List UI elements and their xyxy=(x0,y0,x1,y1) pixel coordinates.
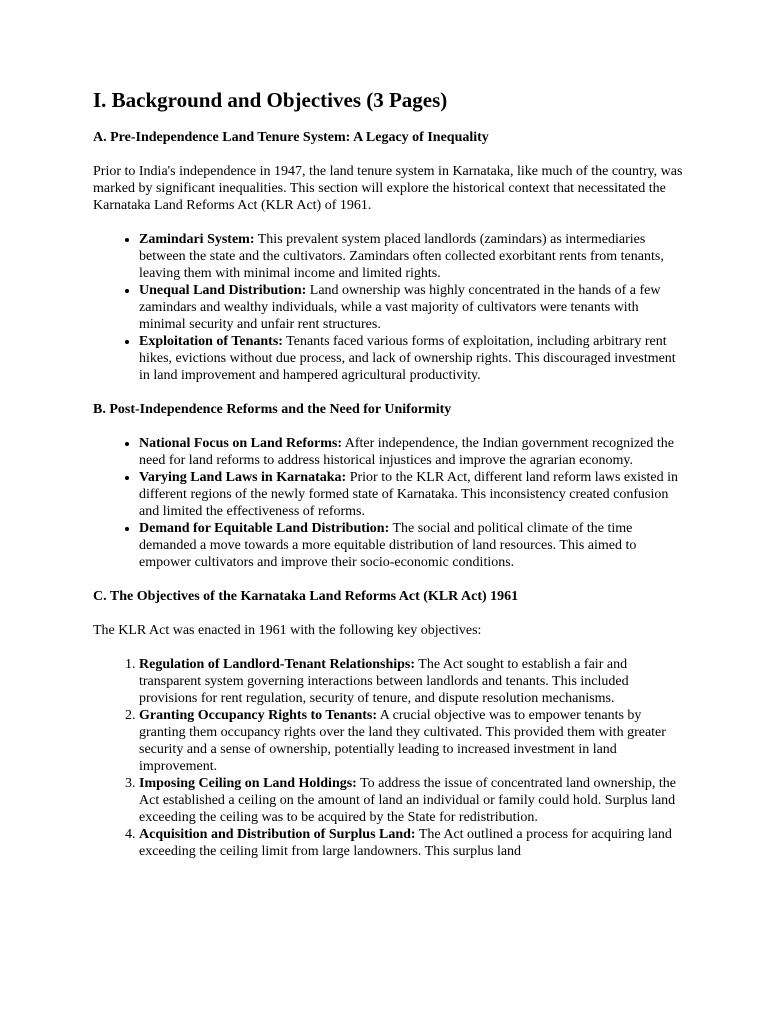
section-c-list xyxy=(93,656,683,860)
list-item xyxy=(139,826,683,860)
list-item-text: A crucial objective was to empower tenants by granting them occupancy rights over the land they cultivated. This provided them with greater security and a sense of ownership, potentially leading to increased investment in land improvement. xyxy=(139,708,666,774)
list-item-term: Exploitation of Tenants: xyxy=(139,334,283,349)
list-item-text: After independence, the Indian government recognized the need for land reforms to address historical injustices and improve the agrarian economy. xyxy=(139,436,674,468)
section-b-list xyxy=(93,435,683,571)
list-item xyxy=(139,231,683,282)
section-b-heading: B. Post-Independence Reforms and the Need for Uniformity xyxy=(93,402,452,417)
list-item xyxy=(139,520,683,571)
list-item-term: Demand for Equitable Land Distribution: xyxy=(139,521,390,536)
list-item xyxy=(139,707,683,775)
list-item-term: Granting Occupancy Rights to Tenants: xyxy=(139,708,378,723)
list-item xyxy=(139,333,683,384)
list-item xyxy=(139,435,683,469)
list-item xyxy=(139,469,683,520)
document-page xyxy=(93,86,683,877)
list-item-term: Imposing Ceiling on Land Holdings: xyxy=(139,776,357,791)
list-item-term: Unequal Land Distribution: xyxy=(139,283,307,298)
list-item-text: This prevalent system placed landlords (zamindars) as intermediaries between the state and the cultivators. Zamindars often collected exorbitant rents from tenants, leaving them with minimal income and limited rights. xyxy=(139,232,664,281)
document-title: I. Background and Objectives (3 Pages) xyxy=(93,88,448,112)
list-item-text: Tenants faced various forms of exploitation, including arbitrary rent hikes, evictions without due process, and lack of ownership rights. This discouraged investment in land improvement and hampered agricultural productivity. xyxy=(139,334,676,383)
list-item-text: Land ownership was highly concentrated in the hands of a few zamindars and wealthy individuals, while a vast majority of cultivators were tenants with minimal security and unfair rent structures. xyxy=(139,283,661,332)
list-item-text: The social and political climate of the time demanded a move towards a more equitable distribution of land resources. This aimed to empower cultivators and improve their socio-economic conditions. xyxy=(139,521,637,570)
list-item-text: The Act sought to establish a fair and transparent system governing interactions between landlords and tenants. This included provisions for rent regulation, security of tenure, and dispute resolution mechanisms. xyxy=(139,657,629,706)
list-item-term: Varying Land Laws in Karnataka: xyxy=(139,470,347,485)
list-item-term: Regulation of Landlord-Tenant Relationships: xyxy=(139,657,416,672)
section-a-heading: A. Pre-Independence Land Tenure System: A Legacy of Inequality xyxy=(93,130,489,145)
list-item xyxy=(139,282,683,333)
list-item-text: Prior to the KLR Act, different land reform laws existed in different regions of the newly formed state of Karnataka. This inconsistency created confusion and limited the effectiveness of reforms. xyxy=(139,470,678,519)
list-item-text: To address the issue of concentrated land ownership, the Act established a ceiling on the amount of land an individual or family could hold. Surplus land exceeding the ceiling was to be acquired by the State for redistribution. xyxy=(139,776,676,825)
list-item xyxy=(139,775,683,826)
section-c-heading: C. The Objectives of the Karnataka Land Reforms Act (KLR Act) 1961 xyxy=(93,589,519,604)
list-item-term: Zamindari System: xyxy=(139,232,255,247)
list-item xyxy=(139,656,683,707)
section-a-list xyxy=(93,231,683,384)
section-a-intro: Prior to India's independence in 1947, the land tenure system in Karnataka, like much of the country, was marked by significant inequalities. This section will explore the historical context that necessitated the Karnataka Land Reforms Act (KLR Act) of 1961. xyxy=(93,164,683,213)
list-item-term: National Focus on Land Reforms: xyxy=(139,436,343,451)
section-c-intro: The KLR Act was enacted in 1961 with the following key objectives: xyxy=(93,623,482,638)
list-item-text: The Act outlined a process for acquiring land exceeding the ceiling limit from large landowners. This surplus land xyxy=(139,827,672,859)
list-item-term: Acquisition and Distribution of Surplus Land: xyxy=(139,827,416,842)
